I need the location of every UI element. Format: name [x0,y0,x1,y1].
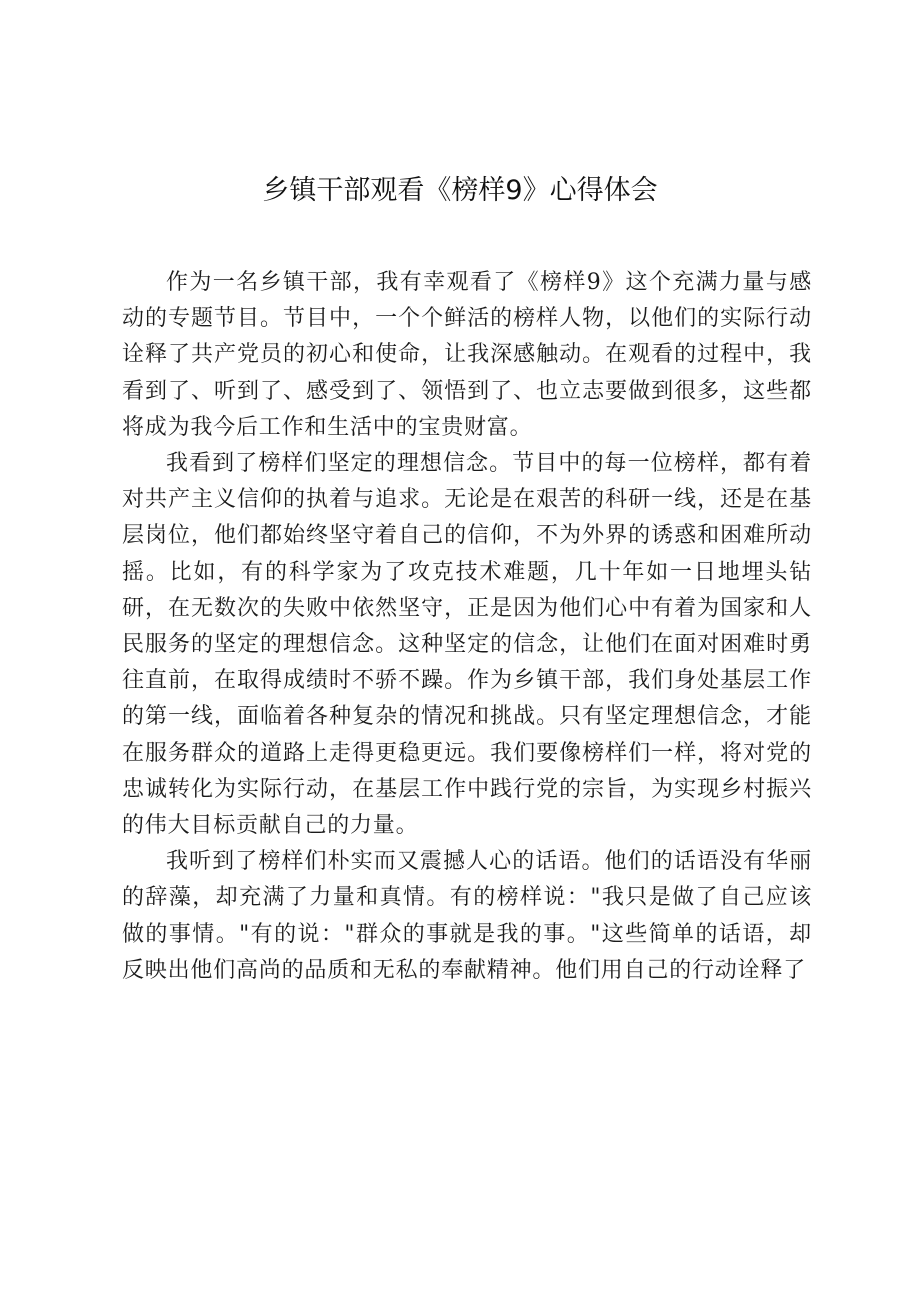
paragraph-3: 我听到了榜样们朴实而又震撼人心的话语。他们的话语没有华丽的辞藻，却充满了力量和真情。有的榜样说："我只是做了自己应该做的事情。"有的说："群众的事就是我的事。"这些简单的话语，却反映出他们高尚的品质和无私的奉献精神。他们用自己的行动诠释了 [122,849,812,983]
document-title: 乡镇干部观看《榜样9》心得体会 [262,175,658,206]
document-body [122,265,812,989]
paragraph-2: 我看到了榜样们坚定的理想信念。节目中的每一位榜样，都有着对共产主义信仰的执着与追求。无论是在艰苦的科研一线，还是在基层岗位，他们都始终坚守着自己的信仰，不为外界的诱惑和困难所动摇。比如，有的科学家为了攻克技术难题，几十年如一日地埋头钻研，在无数次的失败中依然坚守，正是因为他们心中有着为国家和人民服务的坚定的理想信念。这种坚定的信念，让他们在面对困难时勇往直前，在取得成绩时不骄不躁。作为乡镇干部，我们身处基层工作的第一线，面临着各种复杂的情况和挑战。只有坚定理想信念，才能在服务群众的道路上走得更稳更远。我们要像榜样们一样，将对党的忠诚转化为实际行动，在基层工作中践行党的宗旨，为实现乡村振兴的伟大目标贡献自己的力量。 [122,451,812,839]
paragraph-1: 作为一名乡镇干部，我有幸观看了《榜样9》这个充满力量与感动的专题节目。节目中，一个个鲜活的榜样人物，以他们的实际行动诠释了共产党员的初心和使命，让我深感触动。在观看的过程中，我看到了、听到了、感受到了、领悟到了、也立志要做到很多，这些都将成为我今后工作和生活中的宝贵财富。 [122,270,812,440]
